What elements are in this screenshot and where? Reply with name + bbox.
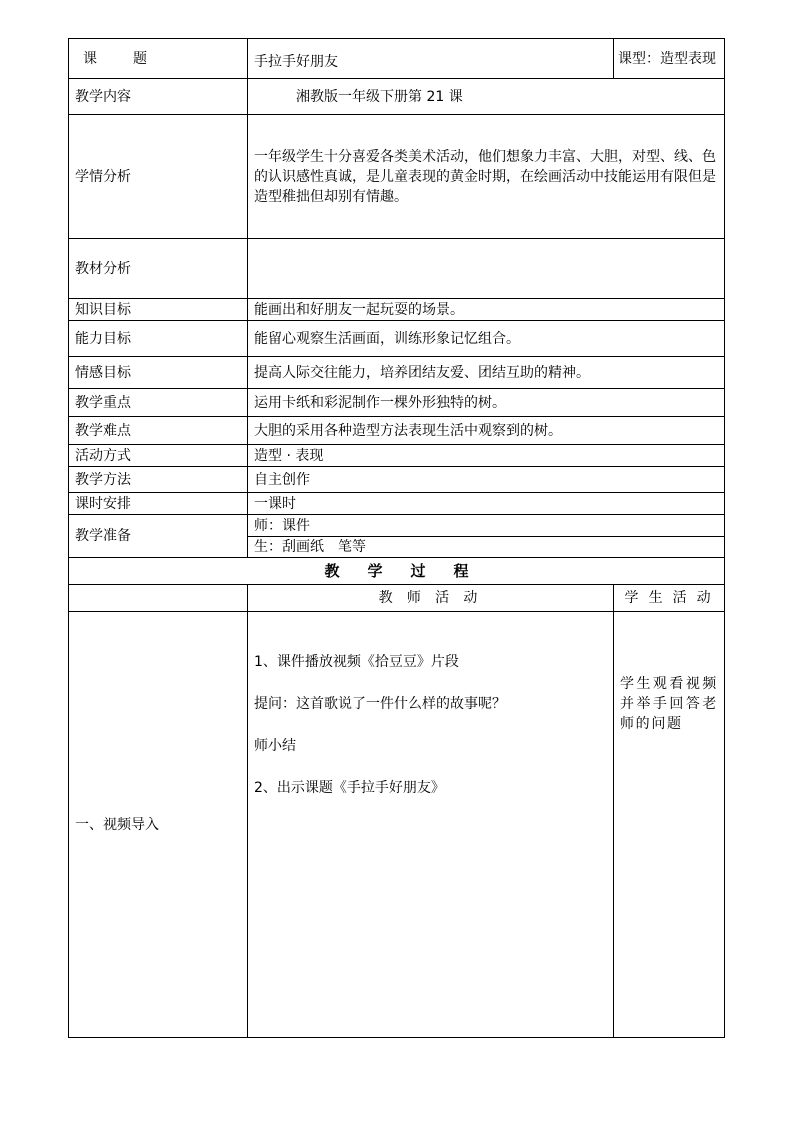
student-activity: 学生观看视频并举手回答老师的问题 bbox=[614, 612, 725, 1038]
difficulty-value: 大胆的采用各种造型方法表现生活中观察到的树。 bbox=[248, 417, 725, 445]
prep-label: 教学准备 bbox=[69, 515, 248, 558]
ability-label: 能力目标 bbox=[69, 321, 248, 357]
method-row bbox=[69, 467, 725, 493]
analysis-label: 学情分析 bbox=[69, 115, 248, 239]
lesson-plan-table bbox=[68, 38, 725, 1038]
process-heading-row bbox=[69, 558, 725, 585]
ability-row bbox=[69, 321, 725, 357]
activity-value: 造型 · 表现 bbox=[248, 445, 725, 467]
course-title-value: 手拉手好朋友 bbox=[248, 39, 614, 79]
activity-row bbox=[69, 445, 725, 467]
focus-row bbox=[69, 389, 725, 417]
process-columns-row bbox=[69, 585, 725, 612]
teacher-step: 提问：这首歌说了一件什么样的故事呢？ bbox=[254, 696, 506, 712]
stage-label: 一、视频导入 bbox=[69, 612, 248, 1038]
analysis-value: 一年级学生十分喜爱各类美术活动，他们想象力丰富、大胆，对型、线、色的认识感性真诚，是儿童表现的黄金时期，在绘画活动中技能运用有限但是造型稚拙但却别有情趣。 bbox=[248, 115, 725, 239]
focus-label: 教学重点 bbox=[69, 389, 248, 417]
teacher-activity bbox=[248, 612, 614, 1038]
course-title-label: 课 题 bbox=[69, 39, 248, 79]
stage-row-video-intro bbox=[69, 612, 725, 1038]
emotion-label: 情感目标 bbox=[69, 357, 248, 389]
teacher-column-header: 教 师 活 动 bbox=[248, 585, 614, 612]
content-label: 教学内容 bbox=[69, 79, 248, 115]
teacher-step: 1、课件播放视频《拾豆豆》片段 bbox=[254, 654, 459, 670]
prep-teacher-value: 师：课件 bbox=[248, 515, 725, 537]
focus-value: 运用卡纸和彩泥制作一棵外形独特的树。 bbox=[248, 389, 725, 417]
difficulty-label: 教学难点 bbox=[69, 417, 248, 445]
schedule-row bbox=[69, 493, 725, 515]
material-row bbox=[69, 239, 725, 299]
teacher-step: 师小结 bbox=[254, 738, 296, 754]
prep-student-value: 生：刮画纸 笔等 bbox=[248, 537, 725, 558]
schedule-value: 一课时 bbox=[248, 493, 725, 515]
emotion-row bbox=[69, 357, 725, 389]
knowledge-label: 知识目标 bbox=[69, 299, 248, 321]
method-value: 自主创作 bbox=[248, 467, 725, 493]
emotion-value: 提高人际交往能力，培养团结友爱、团结互助的精神。 bbox=[248, 357, 725, 389]
schedule-label: 课时安排 bbox=[69, 493, 248, 515]
ability-value: 能留心观察生活画面，训练形象记忆组合。 bbox=[248, 321, 725, 357]
content-row bbox=[69, 79, 725, 115]
activity-label: 活动方式 bbox=[69, 445, 248, 467]
analysis-row bbox=[69, 115, 725, 239]
material-label: 教材分析 bbox=[69, 239, 248, 299]
stage-column-header bbox=[69, 585, 248, 612]
knowledge-value: 能画出和好朋友一起玩耍的场景。 bbox=[248, 299, 725, 321]
difficulty-row bbox=[69, 417, 725, 445]
method-label: 教学方法 bbox=[69, 467, 248, 493]
material-value bbox=[248, 239, 725, 299]
student-column-header: 学 生 活 动 bbox=[614, 585, 725, 612]
teacher-step: 2、出示课题《手拉手好朋友》 bbox=[254, 780, 445, 796]
course-title-row bbox=[69, 39, 725, 79]
prep-row-teacher bbox=[69, 515, 725, 537]
course-type-value: 课型：造型表现 bbox=[614, 39, 725, 79]
content-value: 湘教版一年级下册第 21 课 bbox=[248, 79, 725, 115]
process-heading: 教 学 过 程 bbox=[69, 558, 725, 585]
knowledge-row bbox=[69, 299, 725, 321]
